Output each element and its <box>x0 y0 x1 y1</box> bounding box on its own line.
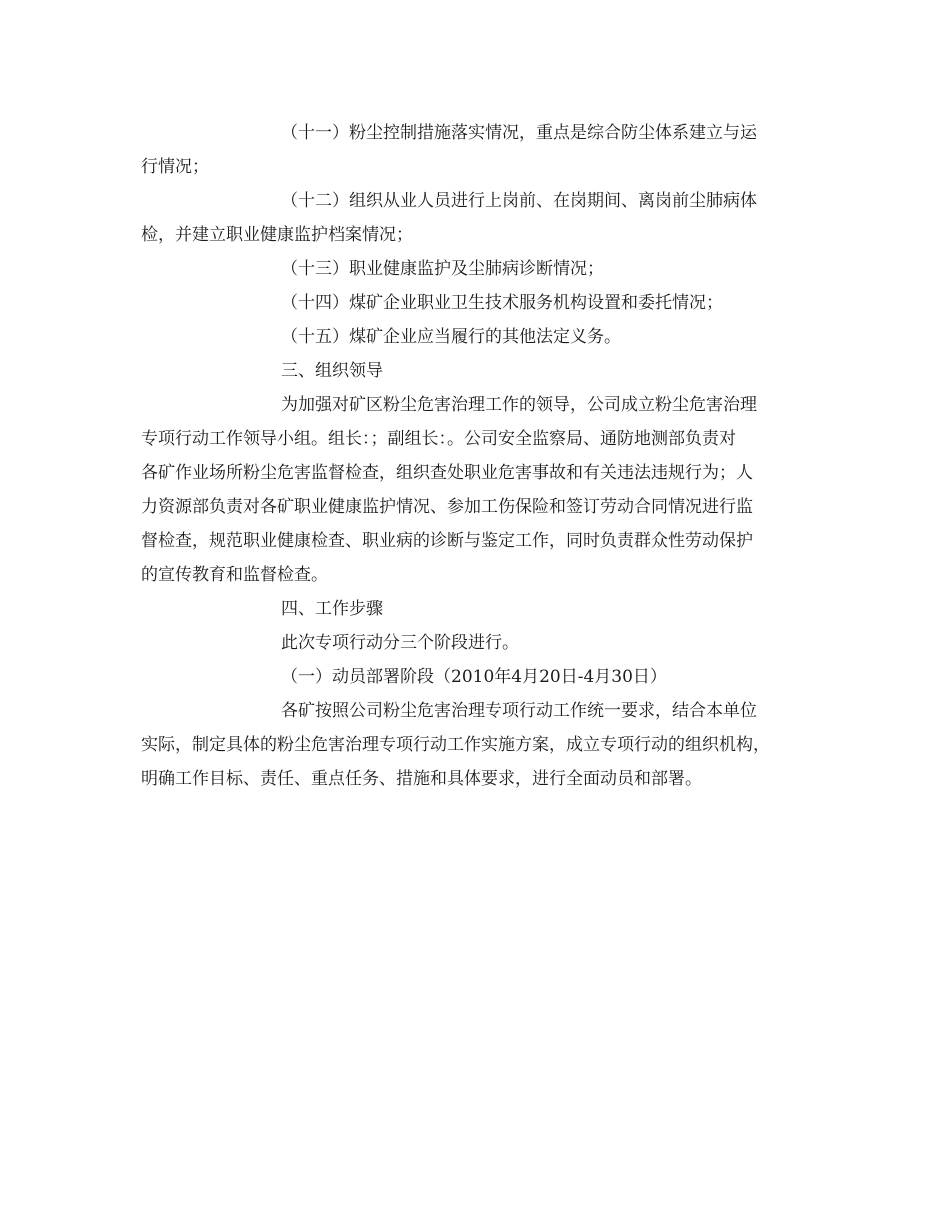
stage-1-paragraph-line-1: 各矿按照公司粉尘危害治理专项行动工作统一要求，结合本单位 <box>281 701 757 721</box>
stage-1-paragraph-line-3: 明确工作目标、责任、重点任务、措施和具体要求，进行全面动员和部署。 <box>141 769 702 789</box>
stages-intro: 此次专项行动分三个阶段进行。 <box>281 633 519 653</box>
document-body <box>141 116 821 796</box>
leadership-paragraph-line-6: 的宣传教育和监督检查。 <box>141 565 328 585</box>
section-heading-4: 四、工作步骤 <box>281 599 383 619</box>
item-14: （十四）煤矿企业职业卫生技术服务机构设置和委托情况； <box>281 293 723 313</box>
leadership-paragraph-line-5: 督检查，规范职业健康检查、职业病的诊断与鉴定工作，同时负责群众性劳动保护 <box>141 531 753 551</box>
item-12-line-1: （十二）组织从业人员进行上岗前、在岗期间、离岗前尘肺病体 <box>281 191 757 211</box>
item-11-line-1: （十一）粉尘控制措施落实情况，重点是综合防尘体系建立与运 <box>281 123 757 143</box>
stage-1-paragraph-line-2: 实际，制定具体的粉尘危害治理专项行动工作实施方案，成立专项行动的组织机构， <box>141 735 770 755</box>
stage-1-heading: （一）动员部署阶段（2010年4月20日-4月30日） <box>281 667 667 687</box>
leadership-paragraph-line-1: 为加强对矿区粉尘危害治理工作的领导，公司成立粉尘危害治理 <box>281 395 757 415</box>
item-15: （十五）煤矿企业应当履行的其他法定义务。 <box>281 327 621 347</box>
leadership-paragraph-line-2: 专项行动工作领导小组。组长：；副组长：。公司安全监察局、通防地测部负责对 <box>141 429 736 449</box>
section-heading-3: 三、组织领导 <box>281 361 383 381</box>
item-13: （十三）职业健康监护及尘肺病诊断情况； <box>281 259 604 279</box>
leadership-paragraph-line-4: 力资源部负责对各矿职业健康监护情况、参加工伤保险和签订劳动合同情况进行监 <box>141 497 753 517</box>
item-12-line-2: 检，并建立职业健康监护档案情况； <box>141 225 413 245</box>
leadership-paragraph-line-3: 各矿作业场所粉尘危害监督检查，组织查处职业危害事故和有关违法违规行为；人 <box>141 463 753 483</box>
item-11-line-2: 行情况； <box>141 157 209 177</box>
